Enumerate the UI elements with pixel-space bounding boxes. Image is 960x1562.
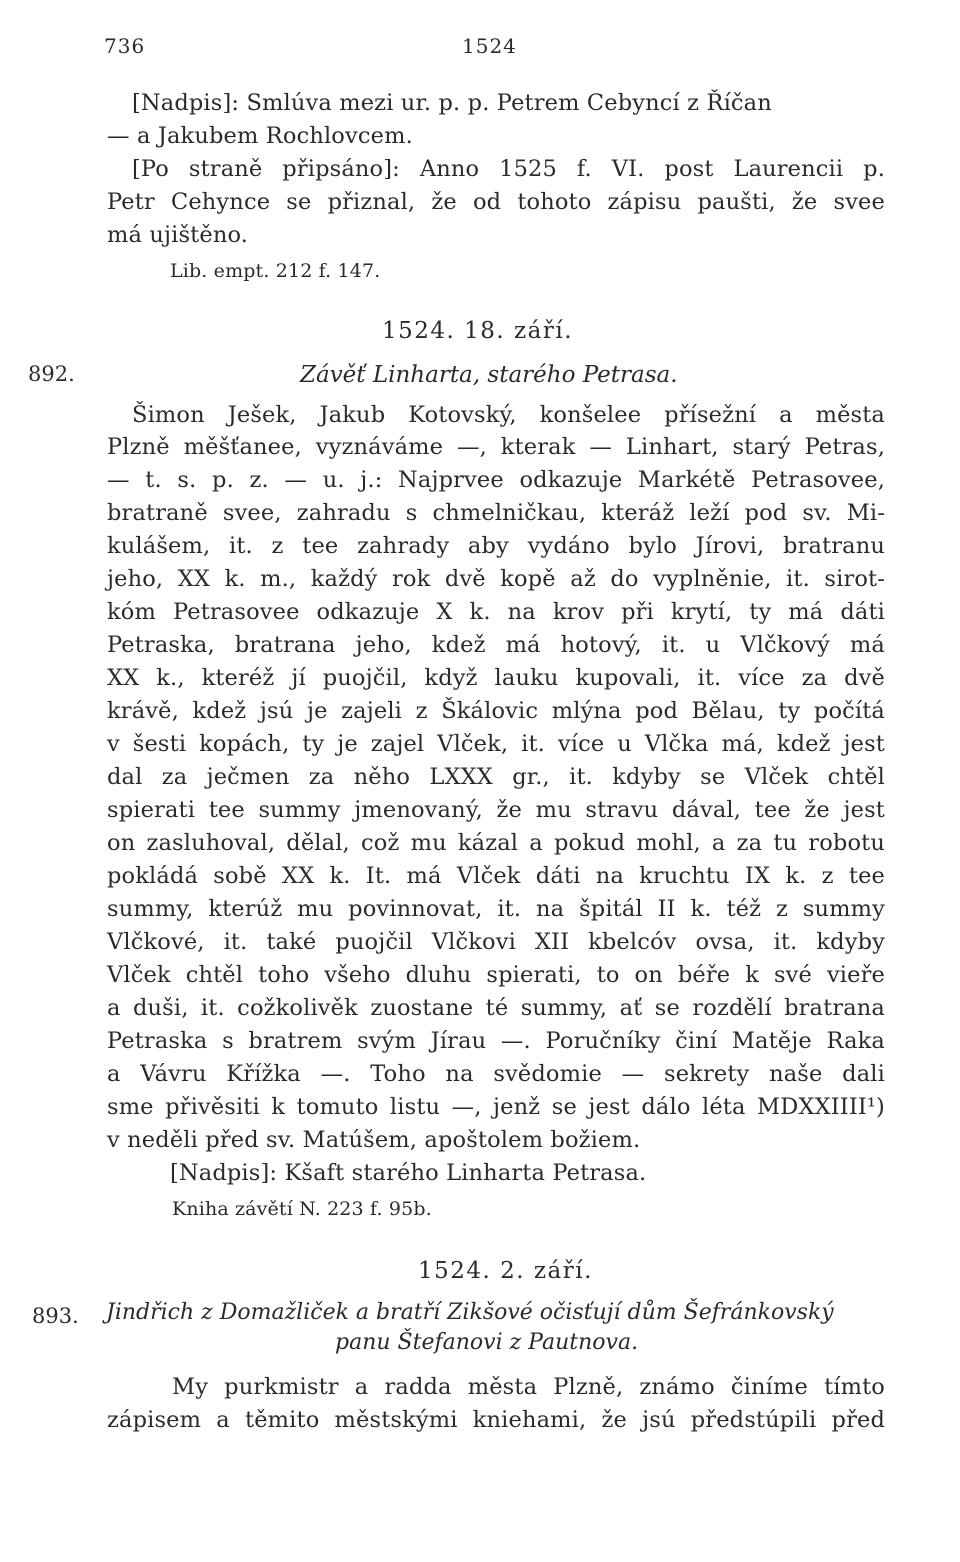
entry-date: 1524. 18. září.: [382, 318, 574, 344]
source-reference: Lib. empt. 212 f. 147.: [170, 260, 381, 282]
text-line: kulášem, it. z tee zahrady aby vydáno bylo Jírovi, bratranu: [107, 533, 885, 559]
text-line: Šimon Ješek, Jakub Kotovský, konšelee přísežní a města: [132, 402, 885, 428]
text-line: Petr Cehynce se přiznal, že od tohoto zápisu paušti, že svee: [107, 189, 885, 215]
text-line: krávě, kdež jsú je zajeli z Škálovic mlýna pod Bělau, ty počítá: [107, 698, 885, 724]
text-line: summy, kterúž mu povinnovat, it. na špitál II k. též z summy: [107, 896, 885, 922]
text-line: v neděli před sv. Matúšem, apoštolem božiem.: [107, 1127, 641, 1153]
text-line: Petraska s bratrem svým Jírau —. Poručníky činí Matěje Raka: [107, 1028, 885, 1054]
text-line: v šesti kopách, ty je zajel Vlček, it. více u Vlčka má, kdež jest: [107, 731, 885, 757]
text-line: Petraska, bratrana jeho, kdež má hotový, it. u Vlčkový má: [107, 632, 885, 658]
text-line: kóm Petrasovee odkazuje X k. na krov při krytí, ty má dáti: [107, 599, 885, 625]
page-number: 736: [104, 34, 146, 58]
running-year: 1524: [462, 34, 517, 58]
text-line: sme přivěsiti k tomuto listu —, jenž se jest dálo léta MDXXIIII¹): [107, 1094, 885, 1120]
text-line: jeho, XX k. m., každý rok dvě kopě až do vyplněnie, it. sirot-: [107, 566, 885, 592]
text-line: Vlčkové, it. také puojčil Vlčkovi XII kbelcóv ovsa, it. kdyby: [107, 929, 885, 955]
text-line: má ujištěno.: [107, 222, 249, 248]
entry-number: 893.: [32, 1304, 79, 1328]
text-line: [Po straně připsáno]: Anno 1525 f. VI. post Laurencii p.: [132, 156, 885, 182]
text-line: Plzně měšťanee, vyznáváme —, kterak — Linhart, starý Petras,: [107, 434, 885, 460]
text-line: on zasluhoval, dělal, což mu kázal a pokud mohl, a za tu robotu: [107, 830, 885, 856]
source-reference: Kniha závětí N. 223 f. 95b.: [172, 1198, 432, 1220]
text-line: a Vávru Křížka —. Toho na svědomie — sekrety naše dali: [107, 1061, 885, 1087]
text-line: zápisem a těmito městskými kniehami, že jsú předstúpili před: [107, 1407, 885, 1433]
text-line: bratraně svee, zahradu s chmelničkau, kteráž leží pod sv. Mi-: [107, 500, 885, 526]
text-line: [Nadpis]: Smlúva mezi ur. p. p. Petrem Cebyncí z Říčan: [132, 90, 772, 116]
entry-title-continued: panu Štefanovi z Pautnova.: [335, 1330, 639, 1355]
text-line: dal za ječmen za něho LXXX gr., it. kdyby se Vlček chtěl: [107, 764, 885, 790]
text-line: XX k., kteréž jí puojčil, když lauku kupovali, it. více za dvě: [107, 665, 885, 691]
text-line: pokládá sobě XX k. It. má Vlček dáti na kruchtu IX k. z tee: [107, 863, 885, 889]
entry-date: 1524. 2. září.: [418, 1258, 593, 1284]
entry-title: Jindřich z Domažliček a bratří Zikšové očisťují dům Šefránkovský: [106, 1300, 834, 1325]
text-line: My purkmistr a radda města Plzně, známo činíme tímto: [172, 1374, 885, 1400]
text-line: Vlček chtěl toho všeho dluhu spierati, to on béře k své vieře: [107, 962, 885, 988]
text-line: — t. s. p. z. — u. j.: Najprvee odkazuje Markétě Petrasovee,: [107, 467, 885, 493]
text-line: a duši, it. cožkolivěk zuostane té summy, ať se rozdělí bratrana: [107, 995, 885, 1021]
entry-title: Závěť Linharta, starého Petrasa.: [300, 362, 678, 388]
text-line: — a Jakubem Rochlovcem.: [107, 123, 413, 149]
text-line: spierati tee summy jmenovaný, že mu stravu dával, tee že jest: [107, 797, 885, 823]
heading-note: [Nadpis]: Kšaft starého Linharta Petrasa.: [170, 1160, 647, 1186]
entry-number: 892.: [28, 362, 75, 386]
